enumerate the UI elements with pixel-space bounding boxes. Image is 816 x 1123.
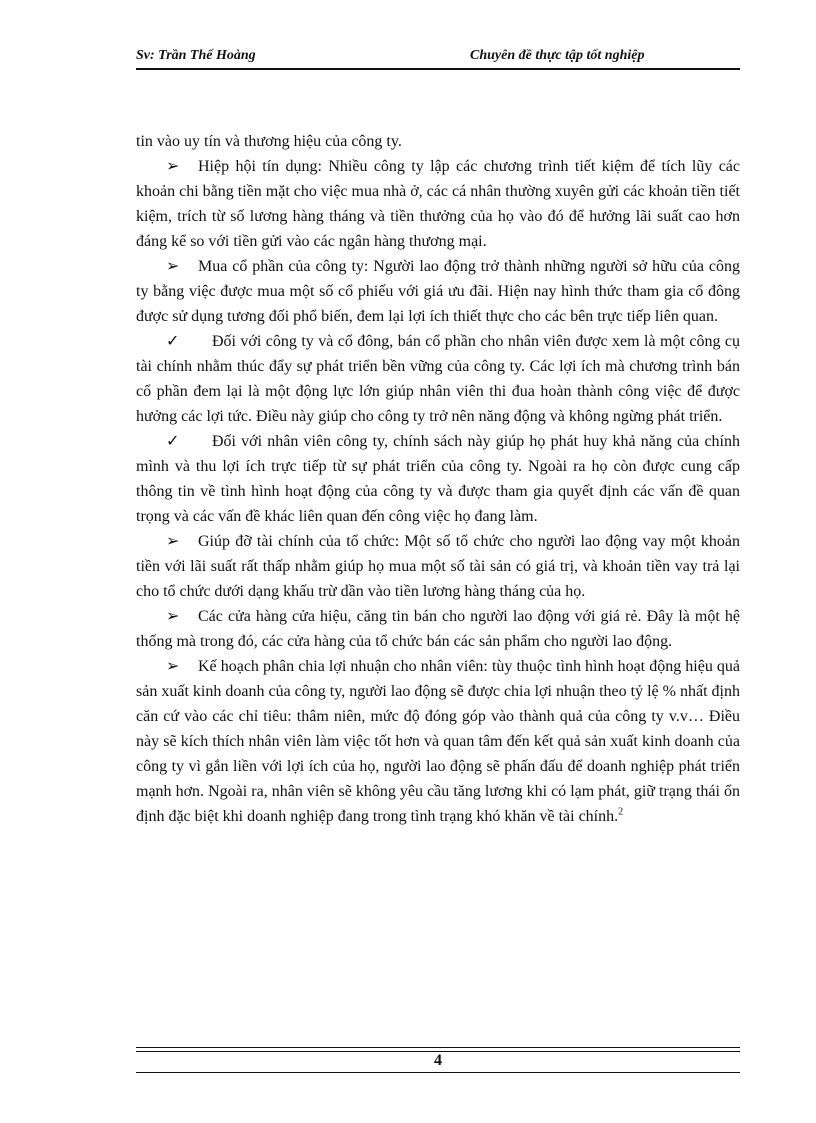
arrow-bullet-icon: ➢ bbox=[166, 258, 180, 275]
bullet-paragraph bbox=[136, 604, 740, 654]
paragraph-text: tin vào uy tín và thương hiệu của công ty. bbox=[136, 133, 402, 150]
bullet-paragraph bbox=[136, 254, 740, 329]
bullet-paragraph bbox=[136, 529, 740, 604]
paragraph-text: Đối với công ty và cổ đông, bán cổ phần cho nhân viên được xem là một công cụ tài chính nhằm thúc đẩy sự phát triển bền vững của công ty. Các lợi ích mà chương trình bán cổ phần đem lại là một động lực lớn giúp nhân viên thi đua hoàn thành công việc để được hưởng các lợi tức. Điều này giúp cho công ty trở nên năng động và không ngừng phát triển. bbox=[136, 333, 740, 425]
document-body bbox=[136, 129, 740, 829]
header-divider bbox=[136, 68, 740, 70]
paragraph-text: Hiệp hội tín dụng: Nhiều công ty lập các chương trình tiết kiệm để tích lũy các khoản chi bằng tiền mặt cho việc mua nhà ở, các cá nhân thường xuyên gửi các khoản tiền tiết kiệm, trích từ số lương hàng tháng và tiền thưởng của họ vào đó để hưởng lãi suất cao hơn đáng kể so với tiền gửi vào các ngân hàng thương mại. bbox=[136, 158, 740, 250]
header-author: Sv: Trần Thế Hoàng bbox=[136, 48, 256, 63]
footnote-reference[interactable]: 2 bbox=[618, 806, 624, 818]
arrow-bullet-icon: ➢ bbox=[166, 533, 180, 550]
arrow-bullet-icon: ➢ bbox=[166, 158, 180, 175]
bullet-paragraph bbox=[136, 154, 740, 254]
arrow-bullet-icon: ➢ bbox=[166, 608, 180, 625]
paragraph-continuation bbox=[136, 129, 740, 154]
header-title: Chuyên đề thực tập tốt nghiệp bbox=[470, 48, 645, 63]
paragraph-text: Kế hoạch phân chia lợi nhuận cho nhân viên: tùy thuộc tình hình hoạt động hiệu quả sản xuất kinh doanh của công ty, người lao động sẽ được chia lợi nhuận theo tỷ lệ % nhất định căn cứ vào các chỉ tiêu: thâm niên, mức độ đóng góp vào thành quả của công ty v.v… Điều này sẽ kích thích nhân viên làm việc tốt hơn và quan tâm đến kết quả sản xuất kinh doanh của công ty vì gắn liền với lợi ích của họ, người lao động sẽ phấn đấu để doanh nghiệp phát triển mạnh hơn. Ngoài ra, nhân viên sẽ không yêu cầu tăng lương khi có lạm phát, giữ trạng thái ổn định đặc biệt khi doanh nghiệp đang trong tình trạng khó khăn về tài chính. bbox=[136, 658, 740, 825]
paragraph-text: Đối với nhân viên công ty, chính sách này giúp họ phát huy khả năng của chính mình và thu lợi ích trực tiếp từ sự phát triển của công ty. Ngoài ra họ còn được cung cấp thông tin về tình hình hoạt động của công ty và được tham gia quyết định các vấn đề quan trọng và các vấn đề khác liên quan đến công việc họ đang làm. bbox=[136, 433, 740, 525]
checkmark-bullet-icon: ✓ bbox=[166, 333, 180, 350]
paragraph-text: Giúp đỡ tài chính của tổ chức: Một số tổ chức cho người lao động vay một khoản tiền với lãi suất rất thấp nhằm giúp họ mua một số tài sản có giá trị, và khoản tiền vay trả lại cho tổ chức dưới dạng khấu trừ dần vào tiền lương hàng tháng của họ. bbox=[136, 533, 740, 600]
paragraph-text: Các cửa hàng cửa hiệu, căng tin bán cho người lao động với giá rẻ. Đây là một hệ thống mà trong đó, các cửa hàng của tổ chức bán các sản phẩm cho người lao động. bbox=[136, 608, 740, 650]
check-paragraph bbox=[136, 329, 740, 429]
bullet-paragraph bbox=[136, 654, 740, 829]
page-number: 4 bbox=[434, 1052, 442, 1069]
arrow-bullet-icon: ➢ bbox=[166, 658, 180, 675]
checkmark-bullet-icon: ✓ bbox=[166, 433, 180, 450]
paragraph-text: Mua cổ phần của công ty: Người lao động trở thành những người sở hữu của công ty bằng việc được mua một số cổ phiếu với giá ưu đãi. Hiện nay hình thức tham gia cổ đông được sử dụng tương đối phổ biến, đem lại lợi ích thiết thực cho các bên trực tiếp liên quan. bbox=[136, 258, 740, 325]
footer-divider bbox=[136, 1072, 740, 1073]
page-header bbox=[136, 48, 740, 68]
check-paragraph bbox=[136, 429, 740, 529]
